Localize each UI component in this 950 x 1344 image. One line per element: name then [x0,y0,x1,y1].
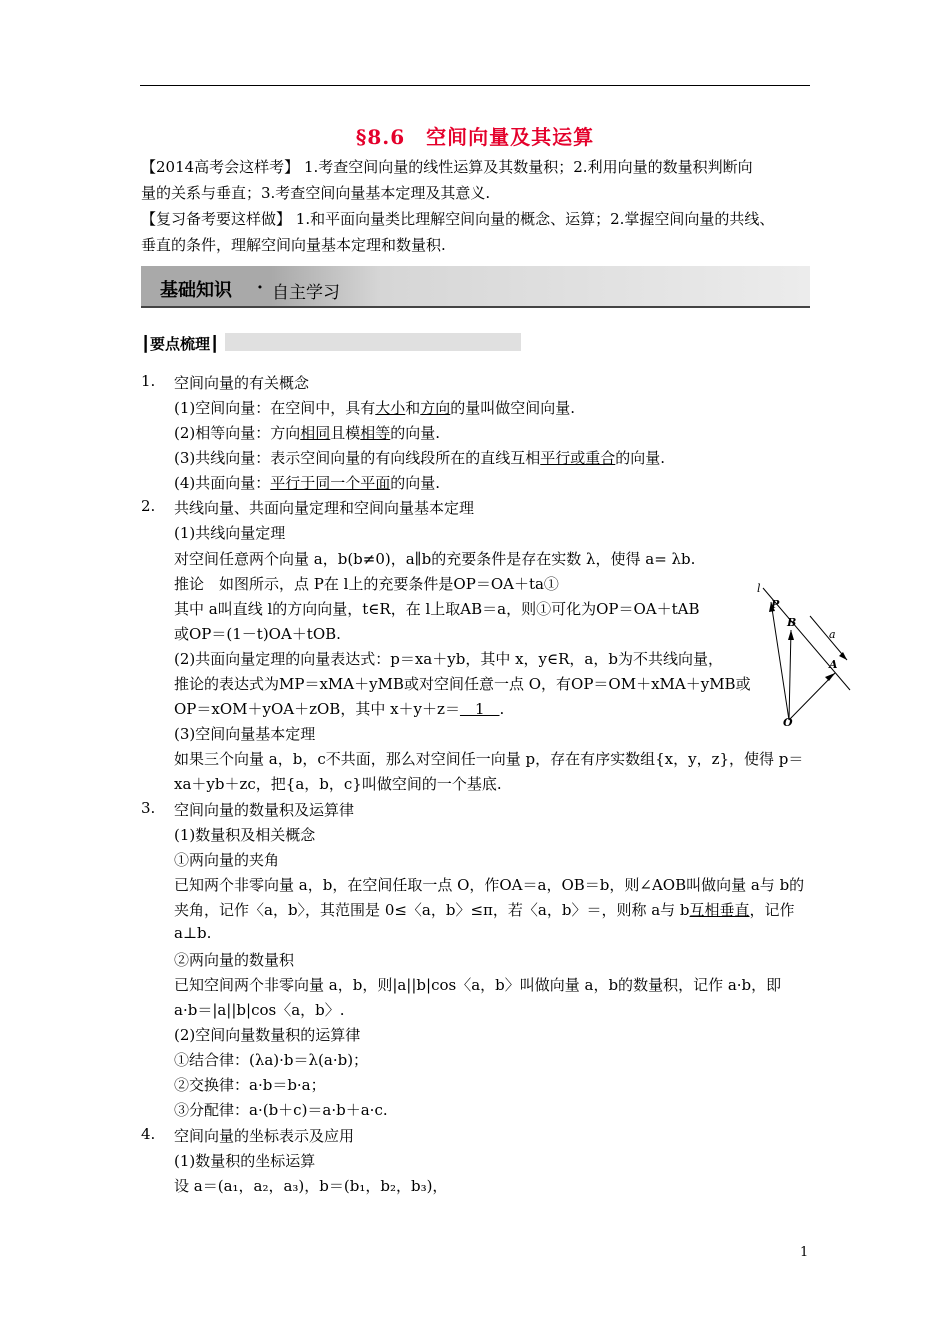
s2-p4: 或OP＝(1－t)OA＋tOB. [174,625,341,643]
page-title: §8.6 空间向量及其运算 [355,125,595,149]
s3-p4: 已知空间两个非零向量 a，b，则|a||b|cos〈a，b〉叫做向量 a，b的数量积，记作 a·b，即 [174,976,782,994]
label-l: l [757,582,761,595]
label-avec: a [829,628,836,641]
s2-p7: OP＝xOM＋yOA＋zOB，其中 x＋y＋z＝ 1 . [174,700,505,718]
s1-item-4: (4)共面向量：平行于同一个平面的向量. [174,474,441,492]
s3-r2: ②交换律：a·b＝b·a； [174,1076,326,1094]
s3-p5: a·b＝|a||b|cos〈a，b〉. [174,1001,345,1019]
s2-p8: 如果三个向量 a，b，c不共面，那么对空间任一向量 p，存在有序实数组{x，y，z}，使得 p＝ [174,750,804,768]
s3-sub-2: (2)空间向量数量积的运算律 [174,1026,361,1044]
s2-p2: 推论 如图所示，点 P在 l上的充要条件是OP＝OA＋ta① [174,575,559,593]
label-p: P [771,598,780,611]
band-dot: · [257,278,263,298]
s2-p1: 对空间任意两个向量 a，b(b≠0)，a∥b的充要条件是存在实数 λ，使得 a= λb. [174,550,696,568]
s1-item-3: (3)共线向量：表示空间向量的有向线段所在的直线互相平行或重合的向量. [174,449,666,467]
s2-p9: xa＋yb＋zc，把{a，b，c}叫做空间的一个基底. [174,775,502,793]
s3-r3: ③分配律：a·(b＋c)＝a·b＋a·c. [174,1101,388,1119]
top-rule [140,85,810,86]
s3-p1: 已知两个非零向量 a，b，在空间任取一点 O，作OA＝a，OB＝b，则∠AOB叫做向量 a与 b的 [174,876,805,894]
s2-sub-1: (1)共线向量定理 [174,524,286,542]
band-title: 基础知识 [160,280,232,301]
s2-p5: (2)共面向量定理的向量表达式：p＝xa＋yb，其中 x，y∈R，a，b为不共线向量， [174,650,723,668]
intro-line-3: 【复习备考要这样做】 1.和平面向量类比理解空间向量的概念、运算；2.掌握空间向量的共线、 [141,210,775,228]
s3-num: 3. [141,799,156,817]
intro-line-1: 【2014高考会这样考】 1.考查空间向量的线性运算及其数量积；2.利用向量的数量积判断向 [141,158,753,176]
s3-title: 空间向量的数量积及运算律 [174,801,355,819]
label-o: O [783,716,793,728]
s3-sub-1: (1)数量积及相关概念 [174,826,316,844]
label-a: A [829,658,838,671]
s3-c2: ②两向量的数量积 [174,951,295,969]
s1-title: 空间向量的有关概念 [174,374,310,392]
s2-sub-3: (3)空间向量基本定理 [174,725,316,743]
s4-num: 4. [141,1125,156,1143]
vector-ob [789,630,791,720]
page-number: 1 [800,1245,809,1260]
s3-p3: a⊥b. [174,924,212,942]
s1-item-2: (2)相等向量：方向相同且模相等的向量. [174,424,441,442]
s1-item-1: (1)空间向量：在空间中，具有大小和方向的量叫做空间向量. [174,399,576,417]
section-band [141,266,810,308]
s2-p6: 推论的表达式为MP＝xMA＋yMB或对空间任意一点 O，有OP＝OM＋xMA＋yMB或 [174,675,751,693]
s1-num: 1. [141,372,156,390]
s4-sub-1: (1)数量积的坐标运算 [174,1152,316,1170]
intro-line-2: 量的关系与垂直；3.考查空间向量基本定理及其意义. [141,184,491,202]
collinear-figure [755,578,855,728]
s2-p3: 其中 a叫直线 l的方向向量，t∈R，在 l上取AB＝a，则①可化为OP＝OA＋tAB [174,600,700,618]
intro-line-4: 垂直的条件，理解空间向量基本定理和数量积. [141,236,446,254]
s4-title: 空间向量的坐标表示及应用 [174,1127,355,1145]
s2-title: 共线向量、共面向量定理和空间向量基本定理 [174,499,475,517]
s2-num: 2. [141,497,156,515]
s3-p2: 夹角，记作〈a，b〉，其范围是 0≤〈a，b〉≤π，若〈a，b〉＝，则称 a与 b互相垂直，记作 [174,901,795,919]
s4-p1: 设 a＝(a₁，a₂，a₃)，b＝(b₁，b₂，b₃)， [174,1177,448,1195]
s3-c1: ①两向量的夹角 [174,851,280,869]
subhead-title: ┃要点梳理┃ [141,333,225,354]
band-subtitle: 自主学习 [272,283,340,303]
s3-r1: ①结合律：(λa)·b＝λ(a·b)； [174,1051,369,1069]
label-b: B [787,616,797,629]
